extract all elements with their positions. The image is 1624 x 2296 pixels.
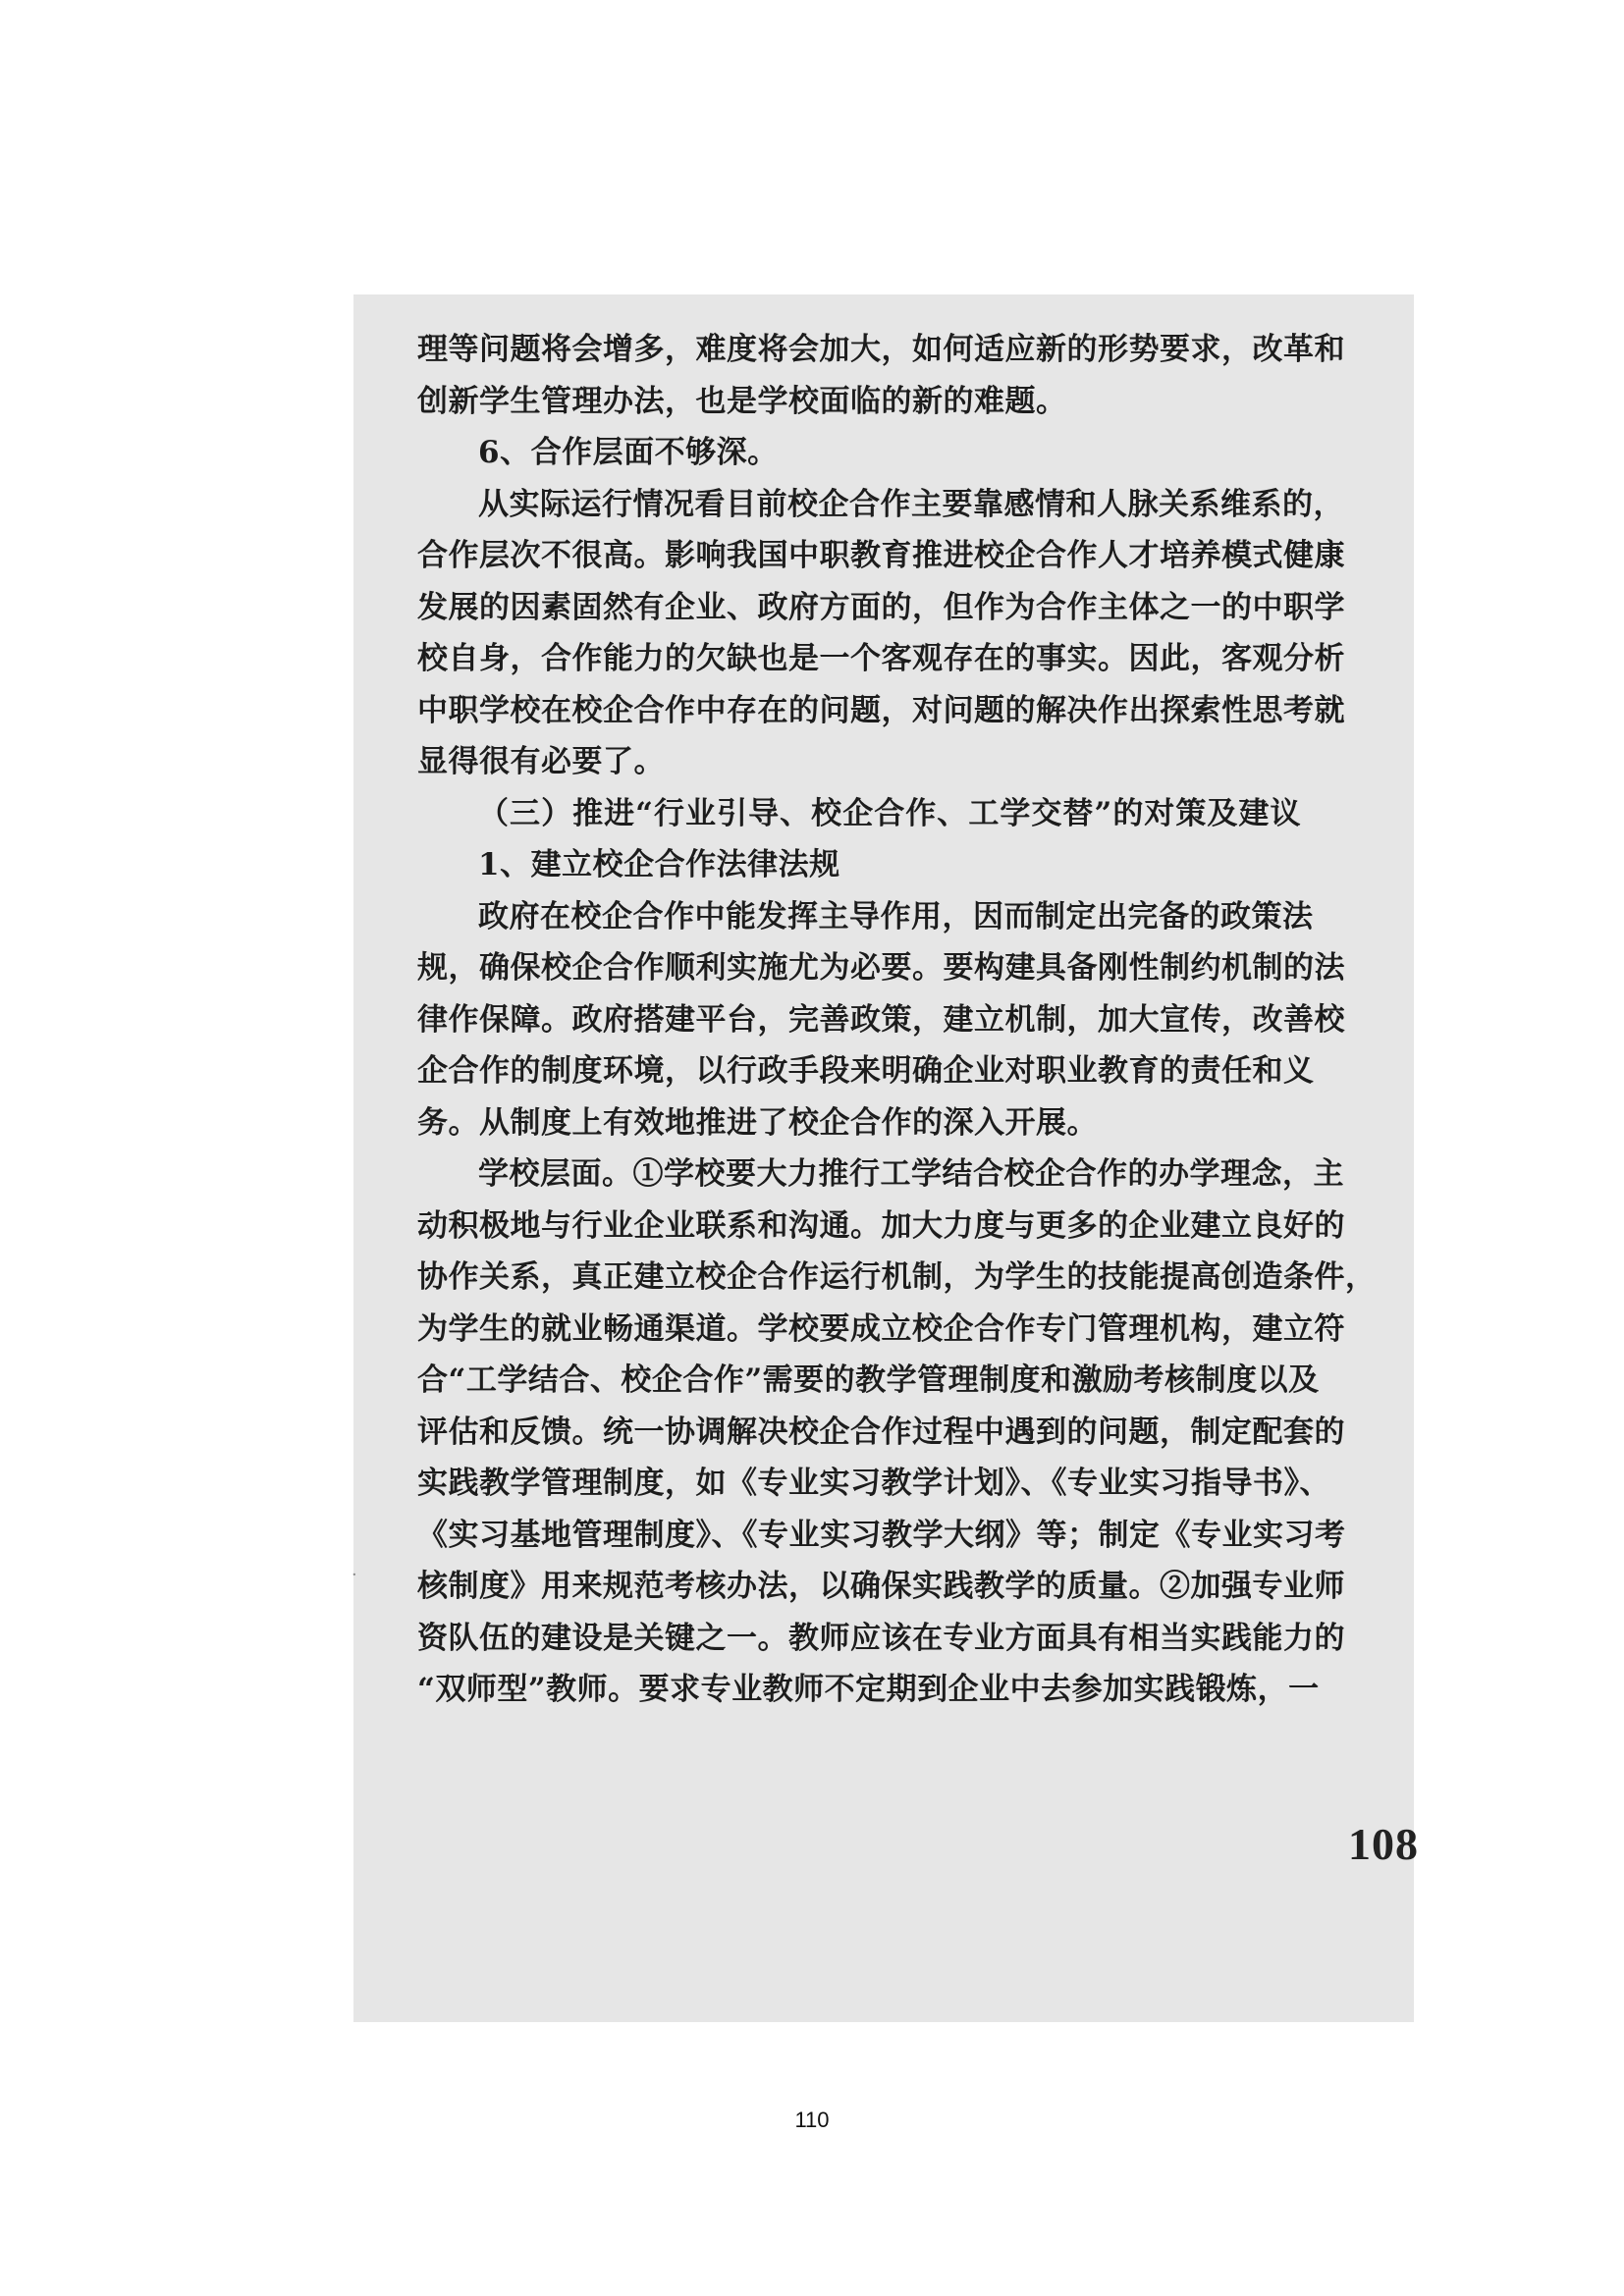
text-line: 资队伍的建设是关键之一。教师应该在专业方面具有相当实践能力的	[417, 1620, 1345, 1656]
text-line: 从实际运行情况看目前校企合作主要靠感情和人脉关系维系的，	[478, 486, 1344, 522]
text-line: 中职学校在校企合作中存在的问题，对问题的解决作出探索性思考就	[417, 692, 1345, 728]
body-text	[417, 324, 1377, 1716]
text-line: 学校层面。①学校要大力推行工学结合校企合作的办学理念，主	[478, 1156, 1344, 1192]
section-heading: 6、合作层面不够深。	[478, 435, 779, 470]
text-line: 为学生的就业畅通渠道。学校要成立校企合作专门管理机构，建立符	[417, 1310, 1345, 1347]
text-line: 《实习基地管理制度》、《专业实习教学大纲》等；制定《专业实习考	[417, 1517, 1346, 1553]
section-heading: （三）推进“行业引导、校企合作、工学交替”的对策及建议	[478, 795, 1301, 831]
text-line: 显得很有必要了。	[417, 744, 665, 779]
text-line: “双师型”教师。要求专业教师不定期到企业中去参加实践锻炼，一	[417, 1672, 1320, 1707]
text-line: 律作保障。政府搭建平台，完善政策，建立机制，加大宣传，改善校	[417, 1001, 1345, 1038]
text-line: 校自身，合作能力的欠缺也是一个客观存在的事实。因此，客观分析	[417, 641, 1345, 676]
text-line: 合“工学结合、校企合作”需要的教学管理制度和激励考核制度以及	[417, 1362, 1320, 1398]
pdf-page-number: 110	[794, 2108, 830, 2132]
text-line: 务。从制度上有效地推进了校企合作的深入开展。	[417, 1104, 1098, 1141]
text-line: 协作关系，真正建立校企合作运行机制，为学生的技能提高创造条件，	[417, 1259, 1377, 1295]
text-line: 政府在校企合作中能发挥主导作用，因而制定出完备的政策法	[478, 898, 1314, 934]
text-line: 实践教学管理制度，如《专业实习教学计划》、《专业实习指导书》、	[417, 1466, 1330, 1501]
text-line: 规，确保校企合作顺利实施尤为必要。要构建具备刚性制约机制的法	[417, 950, 1345, 986]
scan-page-number: 108	[1348, 1819, 1419, 1869]
text-line: 发展的因素固然有企业、政府方面的，但作为合作主体之一的中职学	[417, 589, 1345, 625]
text-line: 核制度》用来规范考核办法，以确保实践教学的质量。②加强专业师	[417, 1569, 1345, 1604]
text-line: 动积极地与行业企业联系和沟通。加大力度与更多的企业建立良好的	[417, 1207, 1345, 1244]
text-line: 创新学生管理办法，也是学校面临的新的难题。	[417, 383, 1067, 419]
text-line: 理等问题将会增多，难度将会加大，如何适应新的形势要求，改革和	[417, 332, 1345, 367]
subsection-heading: 1、建立校企合作法律法规	[478, 847, 840, 882]
text-line: 企合作的制度环境，以行政手段来明确企业对职业教育的责任和义	[417, 1053, 1315, 1089]
text-line: 评估和反馈。统一协调解决校企合作过程中遇到的问题，制定配套的	[417, 1414, 1345, 1450]
scan-speck: ·	[352, 1565, 357, 1585]
text-line: 合作层次不很高。影响我国中职教育推进校企合作人才培养模式健康	[417, 538, 1345, 573]
